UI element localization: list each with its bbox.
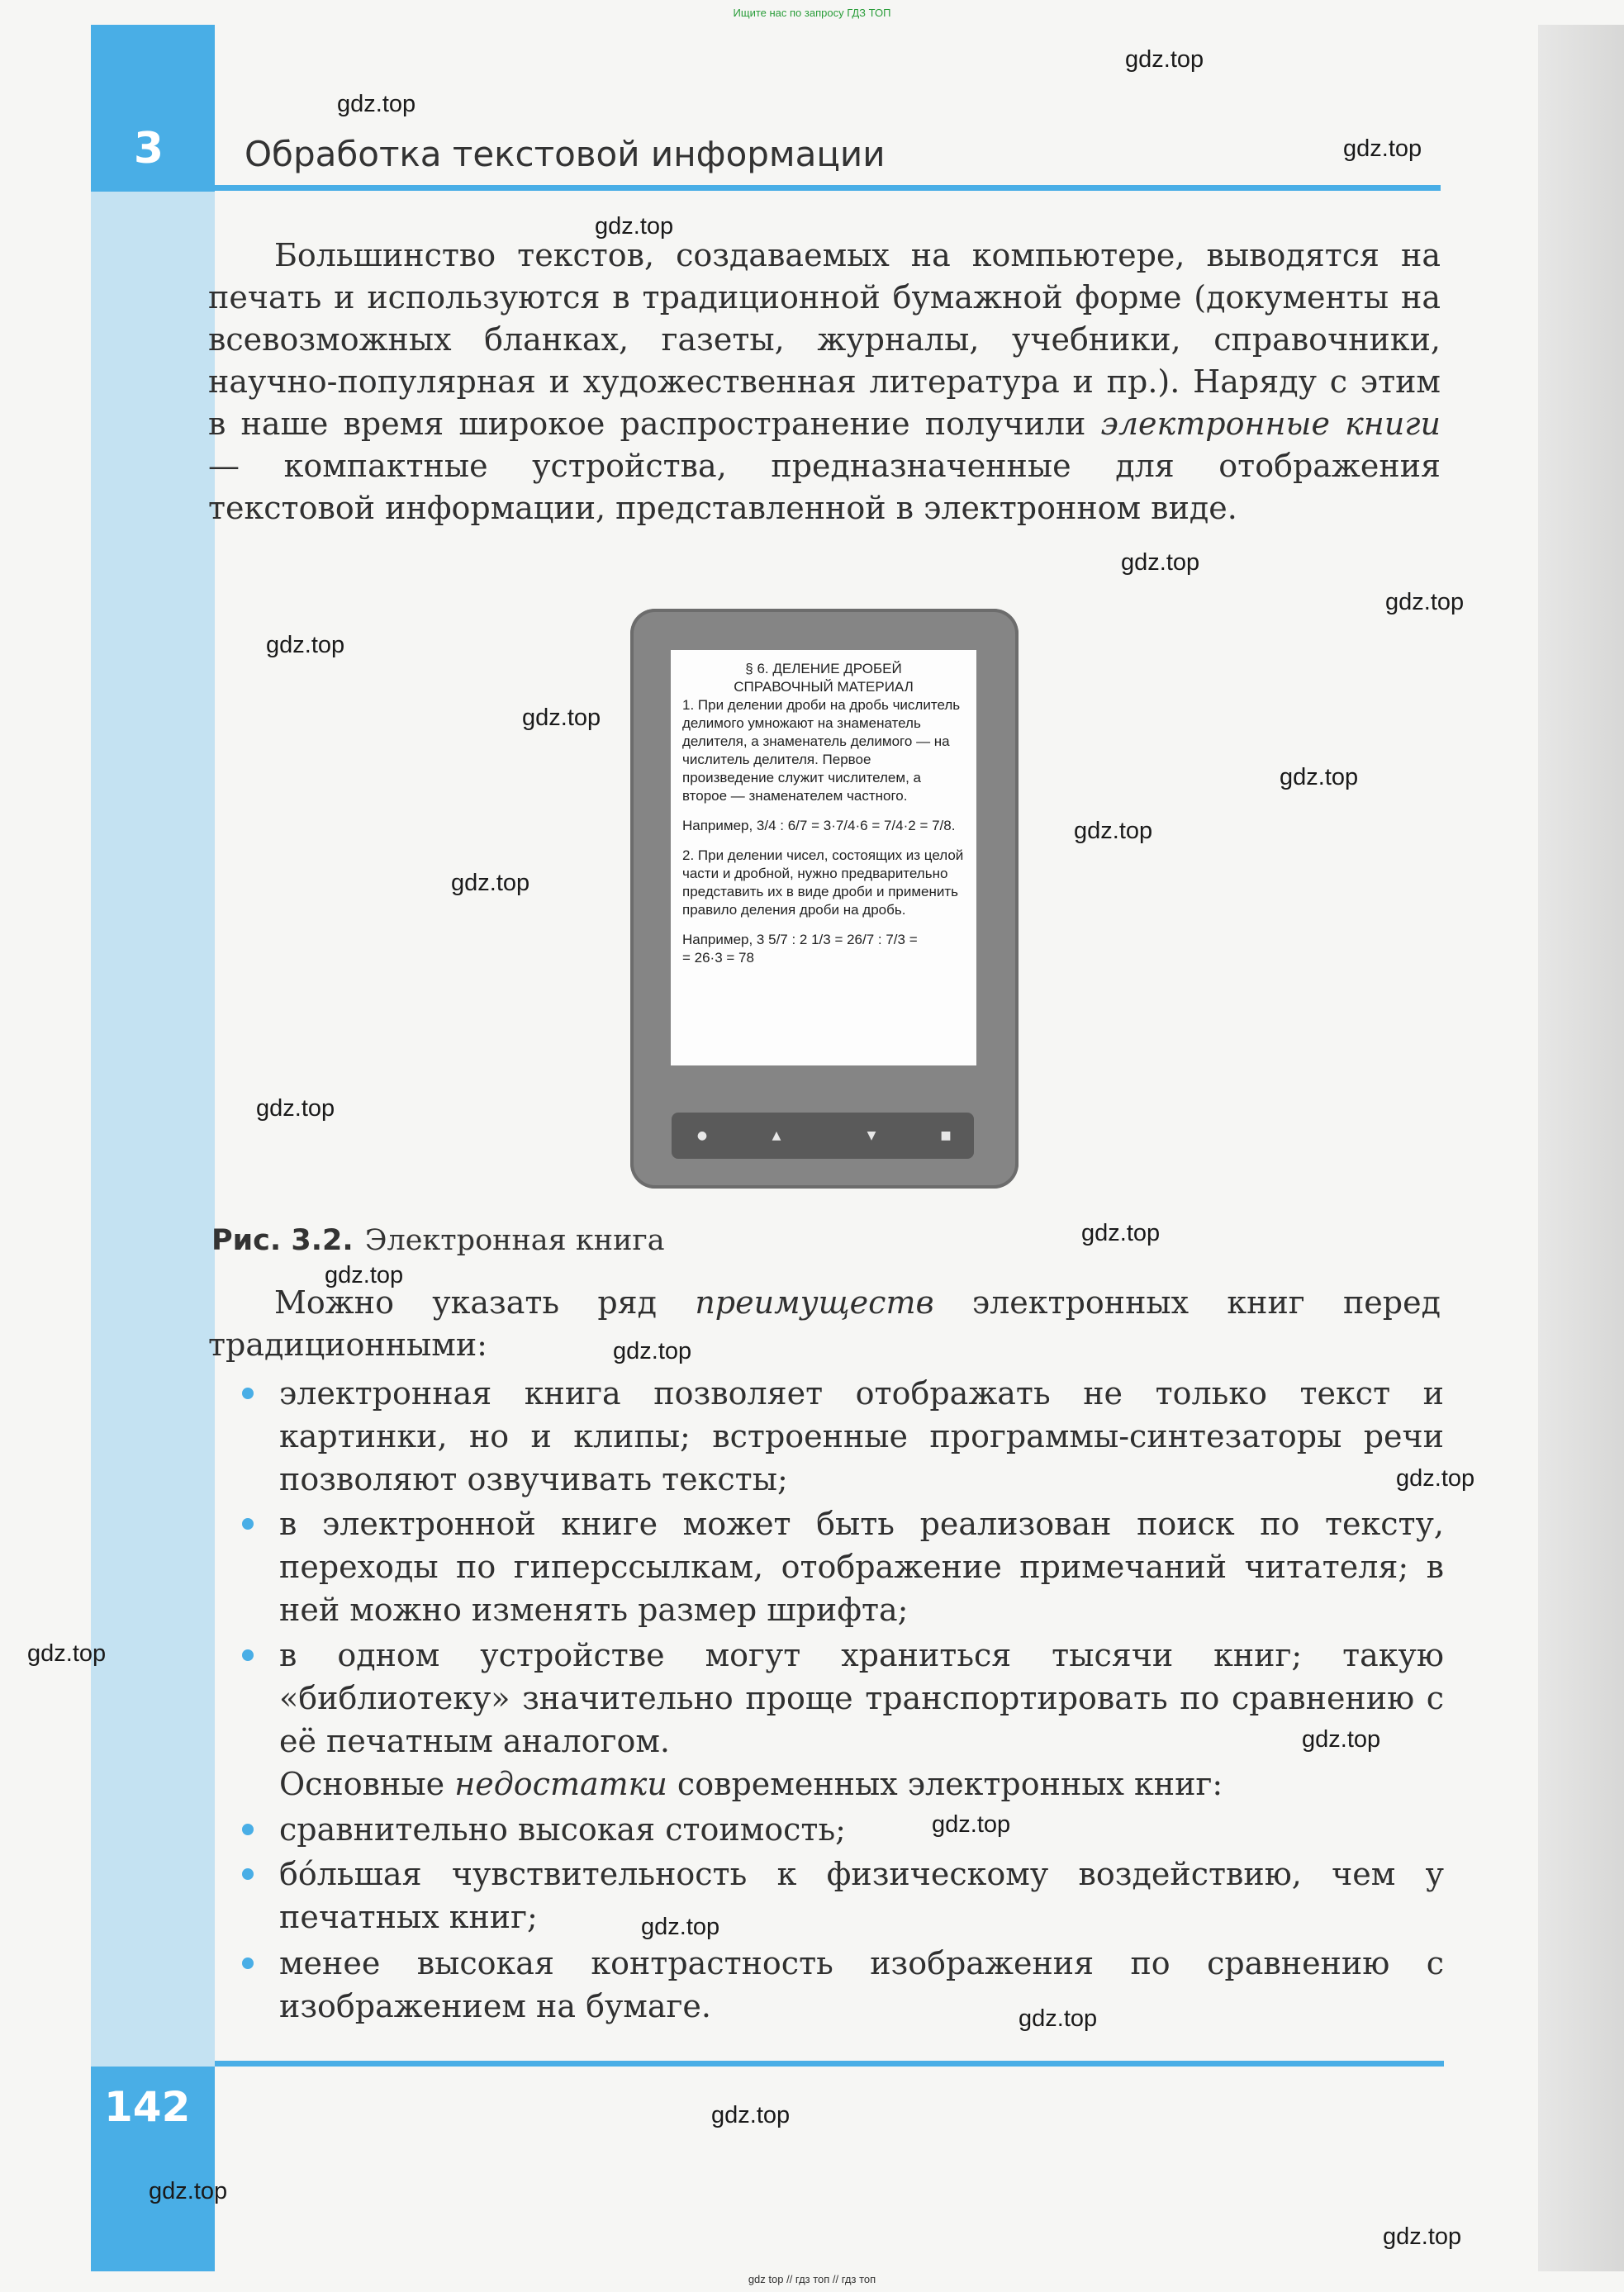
bullet-icon (242, 1868, 254, 1880)
disadvantages-intro-after: современных электронных книг: (667, 1766, 1223, 1802)
watermark: gdz.top (1302, 1726, 1381, 1753)
watermark: gdz.top (1396, 1465, 1475, 1492)
bullet-icon (242, 1388, 254, 1399)
bullet-icon (242, 1957, 254, 1969)
ebook-up-button-icon: ▲ (772, 1129, 781, 1142)
watermark: gdz.top (1121, 549, 1200, 576)
disadvantages-intro-before: Основные (279, 1766, 455, 1802)
figure-caption (211, 1224, 665, 1257)
intro-term: электронные книги (1100, 406, 1441, 442)
watermark: gdz.top (1074, 818, 1153, 844)
watermark: gdz.top (613, 1338, 692, 1364)
watermark: gdz.top (522, 705, 601, 731)
ebook-example-1: Например, 3/4 : 6/7 = 3·7/4·6 = 7/4·2 = 7/8. (682, 818, 956, 833)
watermark: gdz.top (149, 2178, 228, 2204)
header-rule (215, 185, 1441, 191)
advantages-term: преимуществ (695, 1284, 934, 1321)
bullet-icon (242, 1824, 254, 1835)
ebook-heading-1: § 6. ДЕЛЕНИЕ ДРОБЕЙ (745, 661, 902, 676)
watermark: gdz.top (1081, 1220, 1161, 1246)
top-note: Ищите нас по запросу ГДЗ ТОП (733, 7, 891, 19)
chapter-title: Обработка текстовой информации (245, 134, 886, 174)
advantages-intro (208, 1282, 1441, 1366)
ebook-circle-button-icon: ● (696, 1129, 708, 1142)
watermark: gdz.top (1385, 589, 1465, 615)
watermark: gdz.top (325, 1262, 404, 1288)
ebook-example-3: = 26·3 = 78 (682, 950, 754, 966)
watermark: gdz.top (1019, 2005, 1098, 2032)
footer-rule (215, 2061, 1444, 2067)
figure-label: Рис. 3.2. (211, 1224, 354, 1257)
bottom-note: gdz top // гдз топ // гдз топ (748, 2273, 876, 2285)
page-number: 142 (104, 2083, 191, 2131)
watermark: gdz.top (932, 1811, 1011, 1838)
intro-paragraph (208, 235, 1441, 529)
ebook-rule-1: 1. При делении дроби на дробь числитель делимого умножают на знаменатель делителя, а знаменатель делимого — на числитель делителя. Первое произведение служит числителем, а второе — знаменателем частного. (682, 697, 961, 804)
bullet-icon (242, 1649, 254, 1661)
watermark: gdz.top (451, 870, 530, 896)
intro-text-before: Большинство текстов, создаваемых на компьютере, выводятся на печать и используются в традиционной бумажной форме (документы на всевозможных бланках, газеты, журналы, учебники, справочники, научно-популярная и художественная литература и пр.). Наряду с этим в наше время широкое распространение получили (208, 237, 1441, 442)
ebook-screen (671, 650, 976, 1065)
watermark: gdz.top (1280, 764, 1359, 790)
advantages-intro-before: Можно указать ряд (274, 1284, 696, 1321)
advantages-intro-after: электронных книг перед традиционными: (208, 1284, 1441, 1363)
ebook-rule-2: 2. При делении чисел, состоящих из целой части и дробной, нужно предварительно представить их в виде дроби и применить правило деления дроби на дробь. (682, 847, 964, 918)
ebook-example-2: Например, 3 5/7 : 2 1/3 = 26/7 : 7/3 = (682, 932, 918, 947)
page-edge-shadow (1538, 25, 1624, 2271)
advantage-item-1: электронная книга позволяет отображать не только текст и картинки, но и клипы; встроенные программы-синтезаторы речи позволяют озвучивать тексты; (279, 1375, 1444, 1497)
disadvantages-term: недостатки (454, 1766, 667, 1802)
left-margin-band (91, 25, 215, 2271)
disadvantage-item-3: менее высокая контрастность изображения по сравнению с изображением на бумаге. (279, 1945, 1444, 2024)
ebook-down-button-icon: ▼ (867, 1129, 876, 1142)
ebook-square-button-icon: ■ (940, 1129, 952, 1142)
disadvantage-item-2: бо́льшая чувствительность к физическому воздействию, чем у печатных книг; (279, 1856, 1444, 1935)
ebook-heading-2: СПРАВОЧНЫЙ МАТЕРИАЛ (734, 679, 914, 695)
watermark: gdz.top (256, 1095, 335, 1122)
disadvantage-item-1: сравнительно высокая стоимость; (279, 1811, 846, 1848)
watermark: gdz.top (27, 1640, 107, 1667)
intro-text-after: — компактные устройства, предназначенные для отображения текстовой информации, представленной в электронном виде. (208, 448, 1441, 526)
watermark: gdz.top (641, 1914, 720, 1940)
bullet-icon (242, 1518, 254, 1530)
disadvantages-intro (208, 1763, 1441, 1806)
watermark: gdz.top (337, 91, 416, 117)
advantage-item-2: в электронной книге может быть реализован поиск по тексту, переходы по гиперссылкам, отображение примечаний читателя; в ней можно изменять размер шрифта; (279, 1506, 1444, 1628)
watermark: gdz.top (266, 632, 345, 658)
watermark: gdz.top (1125, 46, 1204, 73)
chapter-number: 3 (133, 124, 164, 173)
watermark: gdz.top (595, 213, 674, 240)
figure-caption-text: Электронная книга (364, 1224, 665, 1257)
watermark: gdz.top (1383, 2223, 1462, 2250)
watermark: gdz.top (1343, 135, 1422, 162)
advantage-item-3: в одном устройстве могут храниться тысячи книг; такую «библиотеку» значительно проще транспортировать по сравнению с её печатным аналогом. (279, 1637, 1444, 1759)
watermark: gdz.top (711, 2102, 791, 2128)
